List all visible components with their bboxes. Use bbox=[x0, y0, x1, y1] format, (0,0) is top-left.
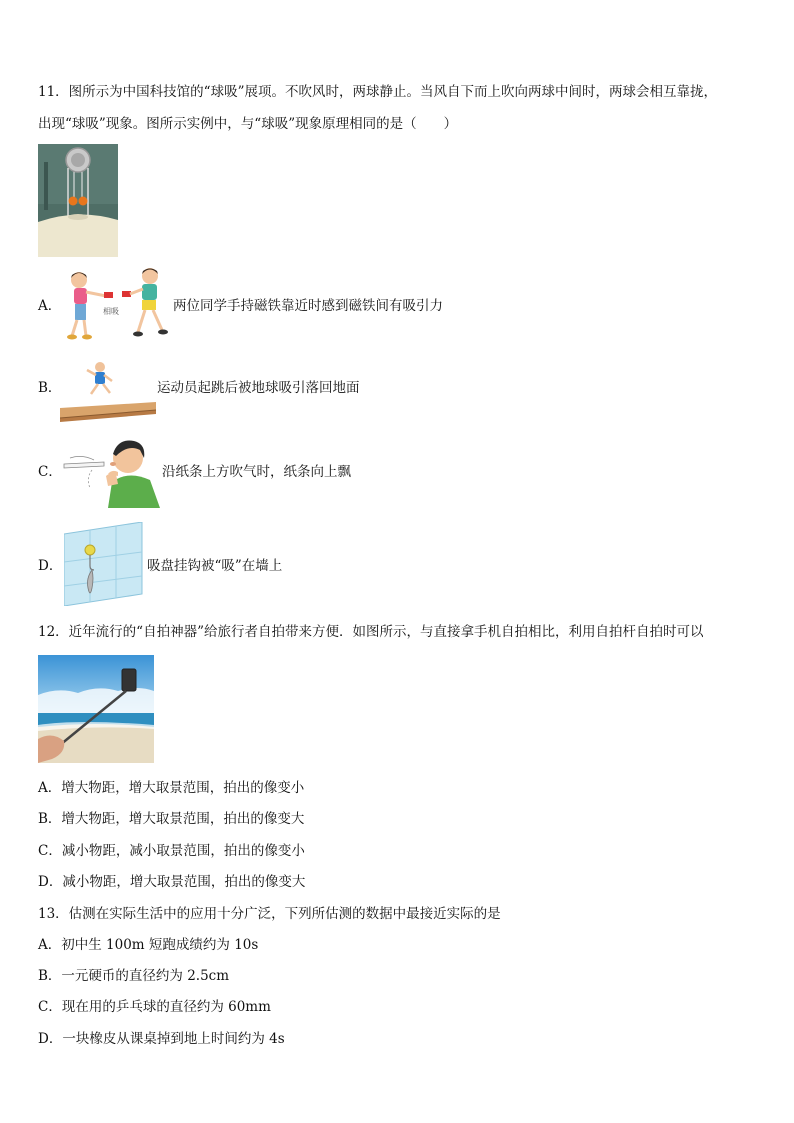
q12-option-b: B．增大物距，增大取景范围，拍出的像变大 bbox=[38, 811, 305, 827]
q12-option-c: C．减小物距，减小取景范围，拍出的像变小 bbox=[38, 843, 305, 859]
q13-option-b: B．一元硬币的直径约为 2.5cm bbox=[38, 968, 230, 984]
q11-option-a-text: 两位同学手持磁铁靠近时感到磁铁间有吸引力 bbox=[173, 298, 443, 314]
q12-option-a: A．增大物距，增大取景范围，拍出的像变小 bbox=[38, 780, 305, 796]
q11-option-c-letter: C． bbox=[38, 464, 62, 480]
q12-stem: 12．近年流行的“自拍神器”给旅行者自拍带来方便．如图所示，与直接拿手机自拍相比，利用自拍杆自拍时可以 bbox=[38, 624, 704, 640]
q11-option-a-letter: A． bbox=[38, 298, 62, 314]
q11-stem-line2: 出现“球吸”现象。图所示实例中，与“球吸”现象原理相同的是（ ） bbox=[38, 116, 458, 132]
q11-option-b-letter: B． bbox=[38, 380, 62, 396]
q11-option-b-text: 运动员起跳后被地球吸引落回地面 bbox=[157, 380, 360, 396]
ball-suction-exhibit-photo bbox=[38, 144, 118, 257]
q11-option-c-text: 沿纸条上方吹气时，纸条向上飘 bbox=[162, 464, 351, 480]
q12-option-d: D．减小物距，增大取景范围，拍出的像变大 bbox=[38, 874, 306, 890]
q11-option-d-text: 吸盘挂钩被“吸”在墙上 bbox=[147, 558, 283, 574]
suction-hook-wall-illustration bbox=[64, 522, 144, 606]
q11-stem-line1: 11．图所示为中国科技馆的“球吸”展项。不吹风时，两球静止。当风自下而上吹向两球中间时，两球会相互靠拢， bbox=[38, 84, 717, 100]
q13-option-d: D．一块橡皮从课桌掉到地上时间约为 4s bbox=[38, 1031, 285, 1047]
q13-stem: 13．估测在实际生活中的应用十分广泛，下列所估测的数据中最接近实际的是 bbox=[38, 906, 501, 922]
athlete-jump-illustration bbox=[60, 360, 156, 426]
attract-label: 相吸 bbox=[103, 307, 119, 316]
q13-option-a: A．初中生 100m 短跑成绩约为 10s bbox=[38, 937, 259, 953]
blowing-paper-strip-illustration bbox=[62, 436, 160, 508]
q11-option-d-letter: D． bbox=[38, 558, 63, 574]
students-magnets-illustration bbox=[62, 266, 170, 342]
selfie-stick-photo bbox=[38, 655, 154, 763]
q13-option-c: C．现在用的乒乓球的直径约为 60mm bbox=[38, 999, 271, 1015]
